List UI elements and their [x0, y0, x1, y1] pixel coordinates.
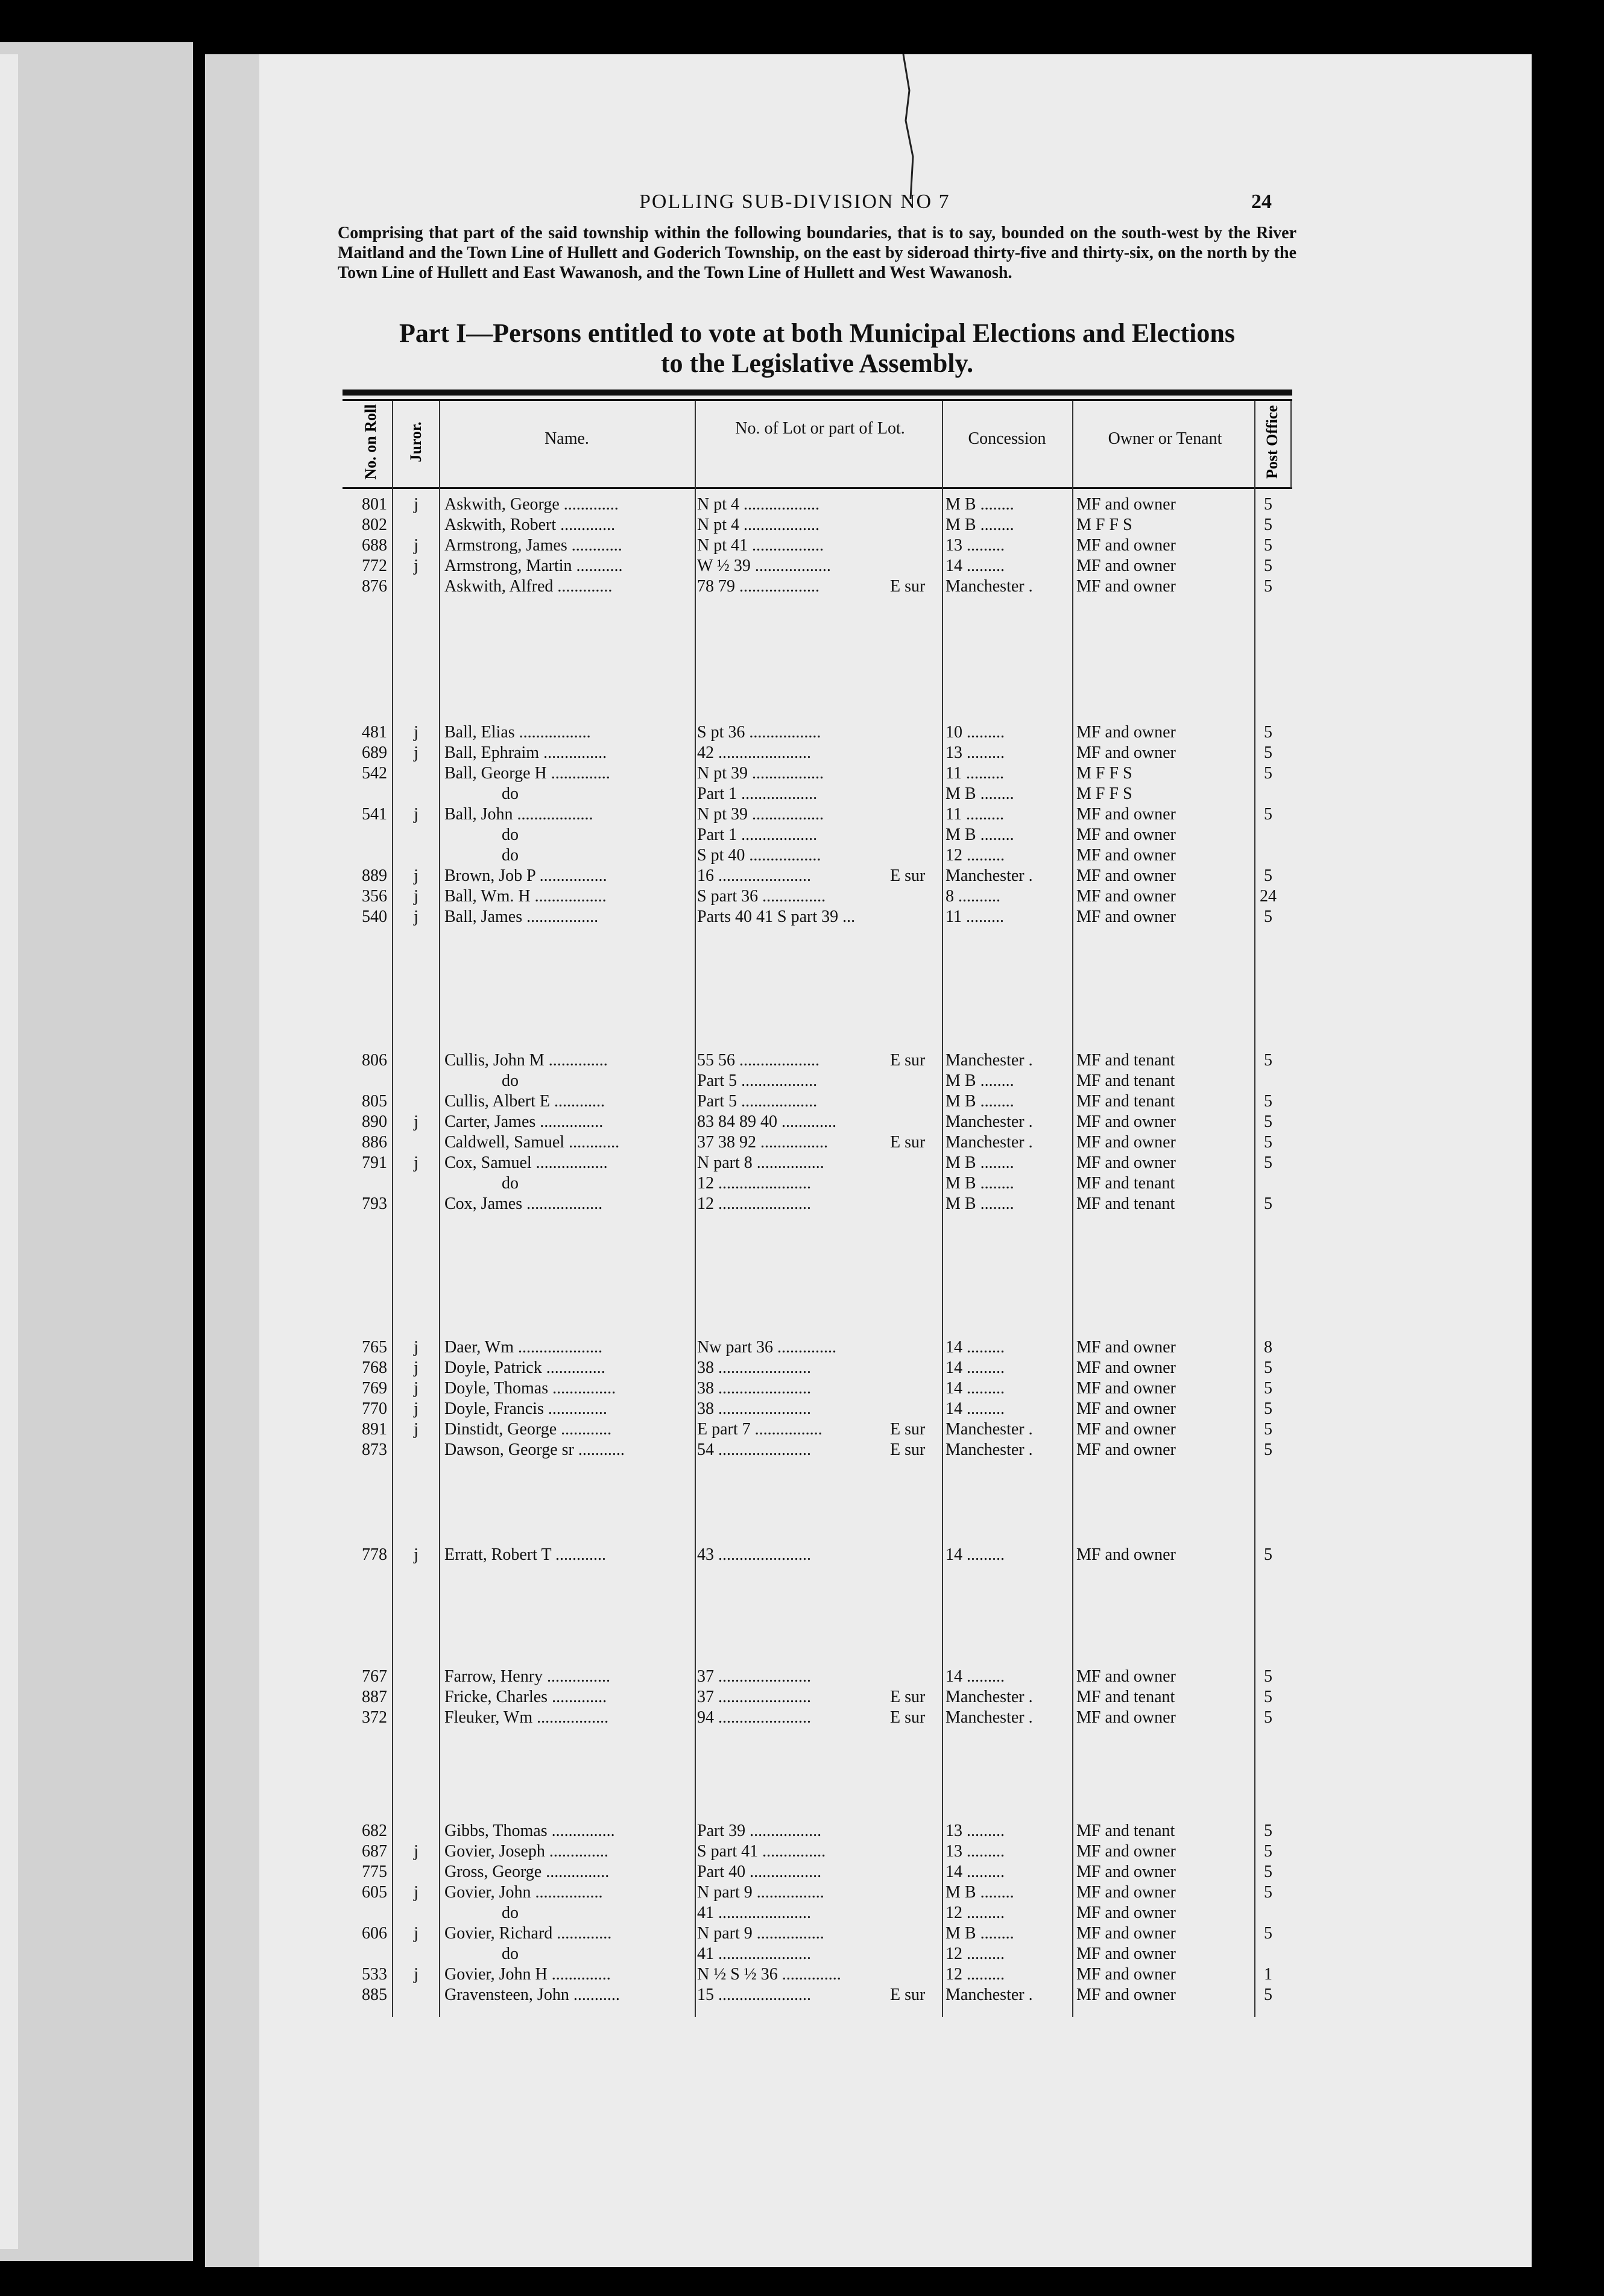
roll-number: 793: [362, 1194, 387, 1213]
concession: 13 .........: [946, 743, 1005, 762]
owner-or-tenant: MF and owner: [1076, 1965, 1176, 1984]
juror-mark: j: [414, 1965, 418, 1984]
post-office: 5: [1264, 866, 1272, 885]
post-office: 5: [1264, 1379, 1272, 1398]
concession: M B ........: [946, 1883, 1014, 1902]
owner-or-tenant: MF and owner: [1076, 1862, 1176, 1881]
voter-name: Farrow, Henry ...............: [444, 1667, 611, 1686]
concession: Manchester .: [946, 1112, 1033, 1131]
voter-name: do: [502, 1903, 519, 1922]
owner-or-tenant: MF and owner: [1076, 887, 1176, 906]
col-header-roll: No. on Roll: [362, 404, 379, 480]
juror-mark: j: [414, 805, 418, 824]
left-page-margin: [0, 54, 18, 2249]
owner-or-tenant: MF and tenant: [1076, 1821, 1175, 1840]
owner-or-tenant: MF and owner: [1076, 1708, 1176, 1727]
concession: 11 .........: [946, 805, 1004, 824]
concession: M B ........: [946, 1174, 1014, 1193]
part-title: [338, 318, 1296, 379]
owner-or-tenant: MF and tenant: [1076, 1688, 1175, 1706]
lot-number: 83 84 89 40 .............: [697, 1112, 836, 1131]
roll-number: 889: [362, 866, 387, 885]
owner-or-tenant: M F F S: [1076, 784, 1132, 803]
post-office: 5: [1264, 1358, 1272, 1377]
concession: M B ........: [946, 784, 1014, 803]
concession: 13 .........: [946, 1821, 1005, 1840]
juror-mark: j: [414, 1842, 418, 1861]
survey-suffix: E sur: [890, 1440, 926, 1459]
roll-number: 372: [362, 1708, 387, 1727]
owner-or-tenant: MF and tenant: [1076, 1071, 1175, 1090]
survey-suffix: E sur: [890, 1420, 926, 1439]
lot-number: Part 5 ..................: [697, 1092, 818, 1111]
concession: 11 .........: [946, 907, 1004, 926]
owner-or-tenant: MF and owner: [1076, 1667, 1176, 1686]
post-office: 5: [1264, 536, 1272, 555]
post-office: 5: [1264, 516, 1272, 534]
concession: Manchester .: [946, 1708, 1033, 1727]
concession: 12 .........: [946, 1965, 1005, 1984]
owner-or-tenant: MF and owner: [1076, 723, 1176, 742]
col-header-lot: No. of Lot or part of Lot.: [735, 419, 905, 438]
owner-or-tenant: MF and owner: [1076, 557, 1176, 575]
concession: 12 .........: [946, 1944, 1005, 1963]
survey-suffix: E sur: [890, 1051, 926, 1070]
roll-number: 767: [362, 1667, 387, 1686]
lot-number: Part 5 ..................: [697, 1071, 818, 1090]
survey-suffix: E sur: [890, 866, 926, 885]
roll-number: 481: [362, 723, 387, 742]
lot-number: 16 ......................: [697, 866, 811, 885]
survey-suffix: E sur: [890, 1708, 926, 1727]
roll-number: 891: [362, 1420, 387, 1439]
voter-name: do: [502, 1174, 519, 1193]
lot-number: S part 36 ...............: [697, 887, 826, 906]
owner-or-tenant: M F F S: [1076, 516, 1132, 534]
header-rule-thin: [343, 399, 1292, 401]
owner-or-tenant: MF and owner: [1076, 1399, 1176, 1418]
survey-suffix: E sur: [890, 1688, 926, 1706]
roll-number: 688: [362, 536, 387, 555]
post-office: 5: [1264, 1883, 1272, 1902]
column-divider: [1290, 401, 1292, 488]
roll-number: 770: [362, 1399, 387, 1418]
voter-name: Askwith, Alfred .............: [444, 577, 613, 596]
lot-number: 12 ......................: [697, 1194, 811, 1213]
subdivision-description: Comprising that part of the said township within the following boundaries, that is to say, bounded on the south-west by the River Maitland and the Town Line of Hullett and Goderich Township, on the east by sideroad thirty-five and thirty-six, on the north by the Town Line of Hullett and East Wawanosh, and the Town Line of Hullett and West Wawanosh.: [338, 224, 1296, 282]
concession: Manchester .: [946, 1133, 1033, 1152]
page-binding-shadow: [205, 54, 259, 2267]
juror-mark: j: [414, 536, 418, 555]
col-header-post-office: Post Office: [1263, 405, 1281, 479]
concession: Manchester .: [946, 1440, 1033, 1459]
voter-name: Gibbs, Thomas ...............: [444, 1821, 615, 1840]
post-office: 5: [1264, 805, 1272, 824]
post-office: 5: [1264, 1420, 1272, 1439]
voter-name: Fleuker, Wm .................: [444, 1708, 609, 1727]
post-office: 24: [1260, 887, 1277, 906]
concession: 12 .........: [946, 846, 1005, 865]
juror-mark: j: [414, 557, 418, 575]
lot-number: N pt 39 .................: [697, 805, 824, 824]
roll-number: 542: [362, 764, 387, 783]
concession: 13 .........: [946, 1842, 1005, 1861]
owner-or-tenant: M F F S: [1076, 764, 1132, 783]
concession: 14 .........: [946, 1338, 1005, 1357]
lot-number: N part 9 ................: [697, 1924, 824, 1943]
post-office: 1: [1264, 1965, 1272, 1984]
juror-mark: j: [414, 1420, 418, 1439]
juror-mark: j: [414, 743, 418, 762]
owner-or-tenant: MF and tenant: [1076, 1194, 1175, 1213]
lot-number: N pt 4 ..................: [697, 495, 819, 514]
concession: 14 .........: [946, 1667, 1005, 1686]
juror-mark: j: [414, 1379, 418, 1398]
owner-or-tenant: MF and owner: [1076, 1379, 1176, 1398]
col-header-concession: Concession: [968, 429, 1046, 448]
roll-number: 533: [362, 1965, 387, 1984]
lot-number: S pt 40 .................: [697, 846, 821, 865]
post-office: 5: [1264, 1133, 1272, 1152]
concession: M B ........: [946, 1092, 1014, 1111]
owner-or-tenant: MF and owner: [1076, 1985, 1176, 2004]
voter-name: Cullis, John M ..............: [444, 1051, 608, 1070]
roll-number: 689: [362, 743, 387, 762]
post-office: 5: [1264, 1842, 1272, 1861]
post-office: 5: [1264, 743, 1272, 762]
roll-number: 886: [362, 1133, 387, 1152]
lot-number: 55 56 ...................: [697, 1051, 819, 1070]
lot-number: S pt 36 .................: [697, 723, 821, 742]
running-head: POLLING SUB-DIVISION NO 7: [639, 191, 950, 213]
concession: M B ........: [946, 1153, 1014, 1172]
voter-name: Ball, Elias .................: [444, 723, 591, 742]
roll-number: 775: [362, 1862, 387, 1881]
voter-name: Ball, George H ..............: [444, 764, 610, 783]
owner-or-tenant: MF and owner: [1076, 907, 1176, 926]
roll-number: 772: [362, 557, 387, 575]
lot-number: 41 ......................: [697, 1903, 811, 1922]
column-divider: [1072, 401, 1073, 2017]
lot-number: 15 ......................: [697, 1985, 811, 2004]
lot-number: N part 8 ................: [697, 1153, 824, 1172]
column-divider: [695, 401, 696, 2017]
juror-mark: j: [414, 1883, 418, 1902]
concession: M B ........: [946, 495, 1014, 514]
post-office: 5: [1264, 1667, 1272, 1686]
owner-or-tenant: MF and owner: [1076, 536, 1176, 555]
roll-number: 606: [362, 1924, 387, 1943]
roll-number: 682: [362, 1821, 387, 1840]
roll-number: 540: [362, 907, 387, 926]
owner-or-tenant: MF and owner: [1076, 1358, 1176, 1377]
concession: 11 .........: [946, 764, 1004, 783]
juror-mark: j: [414, 887, 418, 906]
juror-mark: j: [414, 866, 418, 885]
voter-name: Govier, Joseph ..............: [444, 1842, 608, 1861]
lot-number: E part 7 ................: [697, 1420, 823, 1439]
lot-number: 12 ......................: [697, 1174, 811, 1193]
survey-suffix: E sur: [890, 1133, 926, 1152]
survey-suffix: E sur: [890, 1985, 926, 2004]
concession: M B ........: [946, 825, 1014, 844]
juror-mark: j: [414, 1358, 418, 1377]
post-office: 5: [1264, 1924, 1272, 1943]
concession: 14 .........: [946, 1862, 1005, 1881]
survey-suffix: E sur: [890, 577, 926, 596]
post-office: 5: [1264, 1821, 1272, 1840]
owner-or-tenant: MF and owner: [1076, 866, 1176, 885]
voter-name: Cox, James ..................: [444, 1194, 603, 1213]
lot-number: Part 40 .................: [697, 1862, 822, 1881]
owner-or-tenant: MF and owner: [1076, 577, 1176, 596]
juror-mark: j: [414, 907, 418, 926]
owner-or-tenant: MF and owner: [1076, 1440, 1176, 1459]
owner-or-tenant: MF and owner: [1076, 825, 1176, 844]
lot-number: 38 ......................: [697, 1399, 811, 1418]
voter-name: Dinstidt, George ............: [444, 1420, 612, 1439]
post-office: 8: [1264, 1338, 1272, 1357]
voter-name: Gravensteen, John ...........: [444, 1985, 620, 2004]
roll-number: 806: [362, 1051, 387, 1070]
voter-name: Govier, John H ..............: [444, 1965, 611, 1984]
owner-or-tenant: MF and owner: [1076, 1153, 1176, 1172]
owner-or-tenant: MF and owner: [1076, 1420, 1176, 1439]
owner-or-tenant: MF and owner: [1076, 1133, 1176, 1152]
concession: 14 .........: [946, 1399, 1005, 1418]
lot-number: Part 1 ..................: [697, 825, 818, 844]
owner-or-tenant: MF and owner: [1076, 1112, 1176, 1131]
col-header-owner: Owner or Tenant: [1108, 429, 1222, 448]
owner-or-tenant: MF and tenant: [1076, 1174, 1175, 1193]
juror-mark: j: [414, 723, 418, 742]
lot-number: 38 ......................: [697, 1358, 811, 1377]
owner-or-tenant: MF and owner: [1076, 1842, 1176, 1861]
post-office: 5: [1264, 1399, 1272, 1418]
post-office: 5: [1264, 557, 1272, 575]
concession: Manchester .: [946, 1985, 1033, 2004]
post-office: 5: [1264, 1545, 1272, 1564]
lot-number: 94 ......................: [697, 1708, 811, 1727]
voter-name: do: [502, 846, 519, 865]
post-office: 5: [1264, 1440, 1272, 1459]
page-number: 24: [1251, 191, 1272, 213]
post-office: 5: [1264, 1153, 1272, 1172]
lot-number: 42 ......................: [697, 743, 811, 762]
lot-number: S part 41 ...............: [697, 1842, 826, 1861]
column-header-rule: [343, 487, 1292, 489]
concession: Manchester .: [946, 1051, 1033, 1070]
roll-number: 687: [362, 1842, 387, 1861]
voter-name: Daer, Wm ....................: [444, 1338, 602, 1357]
owner-or-tenant: MF and owner: [1076, 495, 1176, 514]
concession: 14 .........: [946, 557, 1005, 575]
owner-or-tenant: MF and tenant: [1076, 1092, 1175, 1111]
voter-name: Askwith, Robert .............: [444, 516, 616, 534]
owner-or-tenant: MF and owner: [1076, 1924, 1176, 1943]
voter-name: Ball, Wm. H .................: [444, 887, 607, 906]
roll-number: 873: [362, 1440, 387, 1459]
concession: M B ........: [946, 1194, 1014, 1213]
voter-name: Ball, Ephraim ...............: [444, 743, 607, 762]
part-title-line-2: to the Legislative Assembly.: [660, 348, 974, 378]
voter-name: Doyle, Patrick ..............: [444, 1358, 605, 1377]
concession: Manchester .: [946, 866, 1033, 885]
roll-number: 765: [362, 1338, 387, 1357]
post-office: 5: [1264, 1194, 1272, 1213]
owner-or-tenant: MF and owner: [1076, 1883, 1176, 1902]
column-divider: [439, 401, 440, 2017]
concession: M B ........: [946, 1071, 1014, 1090]
lot-number: Nw part 36 ..............: [697, 1338, 836, 1357]
concession: 14 .........: [946, 1545, 1005, 1564]
lot-number: 41 ......................: [697, 1944, 811, 1963]
col-header-juror: Juror.: [407, 421, 425, 462]
page-tear-mark: [898, 54, 923, 199]
lot-number: 78 79 ...................: [697, 577, 819, 596]
column-divider: [942, 401, 943, 2017]
lot-number: N ½ S ½ 36 ..............: [697, 1965, 841, 1984]
owner-or-tenant: MF and owner: [1076, 846, 1176, 865]
concession: Manchester .: [946, 577, 1033, 596]
voter-name: Doyle, Francis ..............: [444, 1399, 607, 1418]
lot-number: Part 39 .................: [697, 1821, 822, 1840]
post-office: 5: [1264, 1092, 1272, 1111]
post-office: 5: [1264, 1051, 1272, 1070]
concession: Manchester .: [946, 1420, 1033, 1439]
post-office: 5: [1264, 907, 1272, 926]
voter-name: Govier, Richard .............: [444, 1924, 612, 1943]
voter-name: do: [502, 1071, 519, 1090]
concession: M B ........: [946, 516, 1014, 534]
roll-number: 778: [362, 1545, 387, 1564]
voter-name: do: [502, 825, 519, 844]
voter-name: Caldwell, Samuel ............: [444, 1133, 620, 1152]
voter-name: Brown, Job P ................: [444, 866, 607, 885]
voter-name: Ball, John ..................: [444, 805, 593, 824]
juror-mark: j: [414, 495, 418, 514]
owner-or-tenant: MF and owner: [1076, 1944, 1176, 1963]
post-office: 5: [1264, 1688, 1272, 1706]
owner-or-tenant: MF and owner: [1076, 1545, 1176, 1564]
voter-name: Cox, Samuel .................: [444, 1153, 608, 1172]
lot-number: 38 ......................: [697, 1379, 811, 1398]
juror-mark: j: [414, 1338, 418, 1357]
column-divider: [392, 401, 393, 2017]
lot-number: 37 38 92 ................: [697, 1133, 828, 1152]
lot-number: W ½ 39 ..................: [697, 557, 831, 575]
roll-number: 885: [362, 1985, 387, 2004]
lot-number: N pt 4 ..................: [697, 516, 819, 534]
post-office: 5: [1264, 1862, 1272, 1881]
concession: Manchester .: [946, 1688, 1033, 1706]
voter-name: Armstrong, Martin ...........: [444, 557, 623, 575]
voter-name: Gross, George ...............: [444, 1862, 610, 1881]
voter-name: Doyle, Thomas ...............: [444, 1379, 616, 1398]
owner-or-tenant: MF and owner: [1076, 1338, 1176, 1357]
owner-or-tenant: MF and owner: [1076, 1903, 1176, 1922]
concession: 14 .........: [946, 1379, 1005, 1398]
lot-number: N part 9 ................: [697, 1883, 824, 1902]
voter-name: Askwith, George .............: [444, 495, 619, 514]
post-office: 5: [1264, 764, 1272, 783]
left-page-edge: [0, 42, 193, 2261]
voter-name: Fricke, Charles .............: [444, 1688, 607, 1706]
juror-mark: j: [414, 1153, 418, 1172]
roll-number: 791: [362, 1153, 387, 1172]
voter-name: Dawson, George sr ...........: [444, 1440, 625, 1459]
post-office: 5: [1264, 1112, 1272, 1131]
concession: 12 .........: [946, 1903, 1005, 1922]
post-office: 5: [1264, 495, 1272, 514]
roll-number: 805: [362, 1092, 387, 1111]
concession: 10 .........: [946, 723, 1005, 742]
concession: 13 .........: [946, 536, 1005, 555]
lot-number: Parts 40 41 S part 39 ...: [697, 907, 856, 926]
roll-number: 356: [362, 887, 387, 906]
voter-name: Armstrong, James ............: [444, 536, 622, 555]
roll-number: 801: [362, 495, 387, 514]
concession: 8 ..........: [946, 887, 1000, 906]
post-office: 5: [1264, 577, 1272, 596]
roll-number: 541: [362, 805, 387, 824]
concession: M B ........: [946, 1924, 1014, 1943]
lot-number: 43 ......................: [697, 1545, 811, 1564]
lot-number: N pt 39 .................: [697, 764, 824, 783]
concession: 14 .........: [946, 1358, 1005, 1377]
lot-number: 54 ......................: [697, 1440, 811, 1459]
post-office: 5: [1264, 1985, 1272, 2004]
part-title-line-1: Part I—Persons entitled to vote at both Municipal Elections and Elections: [399, 318, 1235, 348]
post-office: 5: [1264, 1708, 1272, 1727]
lot-number: 37 ......................: [697, 1667, 811, 1686]
roll-number: 769: [362, 1379, 387, 1398]
roll-number: 605: [362, 1883, 387, 1902]
lot-number: N pt 41 .................: [697, 536, 824, 555]
roll-number: 768: [362, 1358, 387, 1377]
juror-mark: j: [414, 1545, 418, 1564]
roll-number: 802: [362, 516, 387, 534]
juror-mark: j: [414, 1399, 418, 1418]
voter-name: Ball, James .................: [444, 907, 599, 926]
lot-number: Part 1 ..................: [697, 784, 818, 803]
voter-name: do: [502, 784, 519, 803]
juror-mark: j: [414, 1924, 418, 1943]
voter-name: do: [502, 1944, 519, 1963]
owner-or-tenant: MF and owner: [1076, 743, 1176, 762]
roll-number: 890: [362, 1112, 387, 1131]
roll-number: 876: [362, 577, 387, 596]
juror-mark: j: [414, 1112, 418, 1131]
roll-number: 887: [362, 1688, 387, 1706]
owner-or-tenant: MF and tenant: [1076, 1051, 1175, 1070]
voter-name: Carter, James ...............: [444, 1112, 604, 1131]
lot-number: 37 ......................: [697, 1688, 811, 1706]
owner-or-tenant: MF and owner: [1076, 805, 1176, 824]
voter-name: Erratt, Robert T ............: [444, 1545, 607, 1564]
voter-name: Govier, John ................: [444, 1883, 603, 1902]
voter-name: Cullis, Albert E ............: [444, 1092, 605, 1111]
post-office: 5: [1264, 723, 1272, 742]
header-rule-thick: [343, 390, 1292, 396]
col-header-name: Name.: [545, 429, 589, 448]
